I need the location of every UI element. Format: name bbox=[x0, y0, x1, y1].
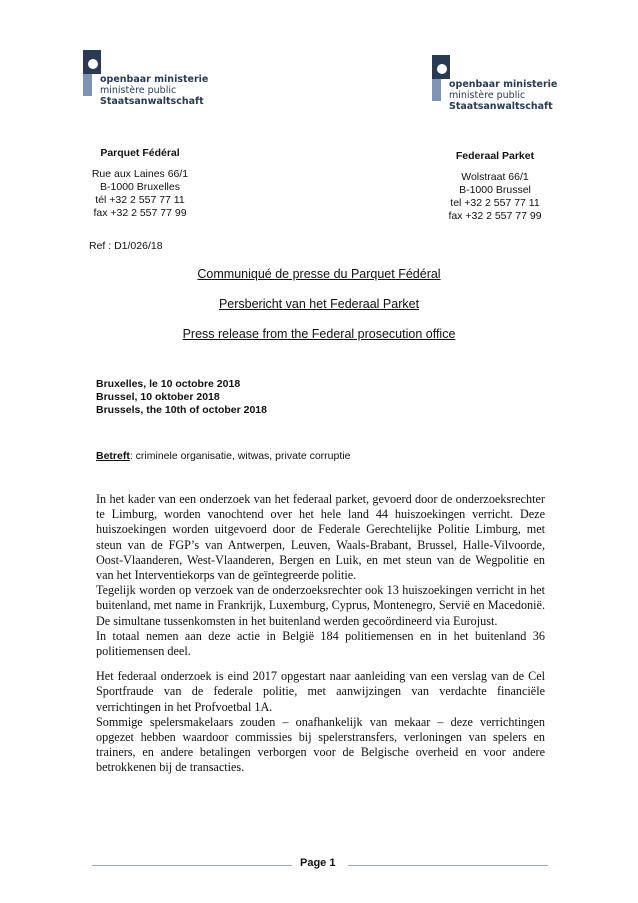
title-fr: Communiqué de presse du Parquet Fédéral bbox=[197, 267, 441, 281]
address-line: Wolstraat 66/1 bbox=[461, 171, 529, 183]
office-name: Federaal Parket bbox=[455, 150, 535, 162]
paragraph: In totaal nemen aan deze actie in België 184 politiemensen en in het buitenland 36 politiemensen deel. bbox=[96, 628, 545, 659]
logo-line-1: openbaar ministerie bbox=[100, 74, 209, 85]
fax-line: fax +32 2 557 77 99 bbox=[448, 210, 542, 222]
address-line: B-1000 Bruxelles bbox=[100, 181, 180, 193]
logo-right bbox=[432, 55, 582, 115]
phone-line: tel +32 2 557 77 11 bbox=[450, 197, 540, 209]
reference-number: Ref : D1/026/18 bbox=[89, 240, 163, 252]
logo-text bbox=[449, 79, 557, 112]
title-en: Press release from the Federal prosecution office bbox=[182, 327, 456, 341]
footer-divider-left bbox=[92, 865, 292, 866]
date-nl: Brussel, 10 oktober 2018 bbox=[96, 391, 220, 403]
logo-text bbox=[100, 74, 208, 107]
logo-line-1: openbaar ministerie bbox=[449, 79, 558, 90]
logo-line-3: Staatsanwaltschaft bbox=[100, 96, 204, 107]
date-en: Brussels, the 10th of october 2018 bbox=[96, 404, 267, 416]
logo-line-3: Staatsanwaltschaft bbox=[449, 101, 553, 112]
page-number: Page 1 bbox=[300, 857, 336, 869]
address-block-left bbox=[70, 147, 210, 220]
address-line: Rue aux Laines 66/1 bbox=[91, 168, 189, 180]
body-text bbox=[96, 492, 545, 776]
subject-text: : criminele organisatie, witwas, private corruptie bbox=[129, 450, 351, 462]
logo-line-2: ministère public bbox=[100, 85, 177, 96]
subject-label: Betreft bbox=[96, 450, 130, 462]
office-name: Parquet Fédéral bbox=[100, 147, 180, 159]
address-block-right bbox=[425, 150, 565, 223]
paragraph: Tegelijk worden op verzoek van de onderzoeksrechter ook 13 huiszoekingen verricht in het buitenland, met name in Frankrijk, Luxemburg, Cyprus, Montenegro, Servië en Macedonië. De simultane tussenkomsten in het buitenland werden gecoördineerd via Eurojust. bbox=[96, 583, 545, 628]
fax-line: fax +32 2 557 77 99 bbox=[93, 207, 187, 219]
paragraph: Het federaal onderzoek is eind 2017 opgestart naar aanleiding van een verslag van de Cel Sportfraude van de federale politie, met aanwijzingen van verdachte financiële verrichtingen in het Profvoetbal 1A. bbox=[96, 669, 545, 714]
phone-line: tél +32 2 557 77 11 bbox=[95, 194, 185, 206]
footer-divider-right bbox=[348, 865, 548, 866]
ministry-logo-mark-icon bbox=[432, 55, 450, 101]
subject-line bbox=[96, 450, 350, 462]
logo-line-2: ministère public bbox=[449, 90, 526, 101]
paragraph: In het kader van een onderzoek van het federaal parket, gevoerd door de onderzoeksrechter te Limburg, worden vanochtend over het hele land 44 huiszoekingen verricht. Deze huiszoekingen worden uitgevoerd door de Federale Gerechtelijke Politie Limburg, met steun van de FGP’s van Antwerpen, Leuven, Waals-Brabant, Brussel, Halle-Vilvoorde, Oost-Vlaanderen, West-Vlaanderen, Bergen en Luik, en met steun van de Wegpolitie en van het Interventiekorps van de geïntegreerde politie. bbox=[96, 492, 545, 583]
date-fr: Bruxelles, le 10 octobre 2018 bbox=[96, 378, 241, 390]
paragraph: Sommige spelersmakelaars zouden – onafhankelijk van mekaar – deze verrichtingen opgezet hebben waardoor commissies bij spelerstransfers, verloningen van spelers en trainers, en andere betalingen verborgen voor de Belgische overheid en voor andere betrokkenen bij de transacties. bbox=[96, 714, 545, 775]
address-line: B-1000 Brussel bbox=[459, 184, 531, 196]
paragraph-gap bbox=[96, 659, 545, 669]
ministry-logo-mark-icon bbox=[83, 50, 101, 96]
dates-block bbox=[96, 378, 267, 417]
title-nl: Persbericht van het Federaal Parket bbox=[218, 297, 420, 311]
logo-left bbox=[83, 50, 233, 110]
